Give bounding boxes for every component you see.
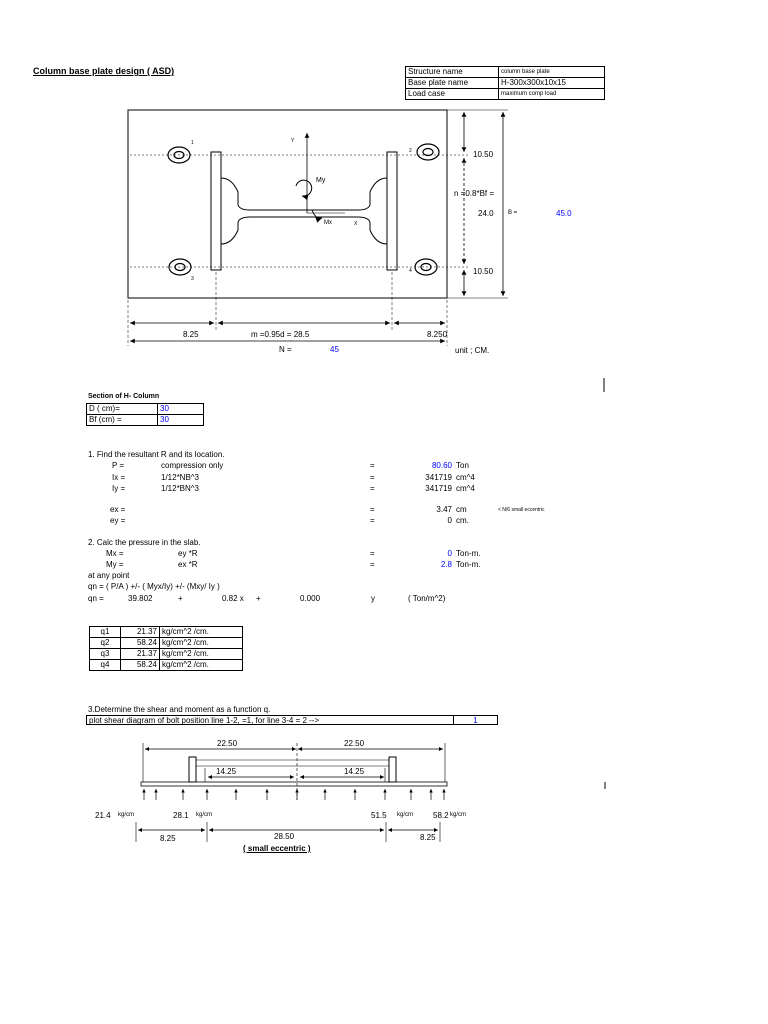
n-formula: n =0.8*Bf = [454, 189, 495, 198]
ix-value: 341719 [425, 473, 452, 482]
mx-calc-unit: Ton-m. [456, 549, 481, 558]
q-value: 58.24 [121, 660, 160, 671]
info-label: Structure name [406, 67, 499, 78]
qn-y-coef: 0.000 [300, 594, 321, 603]
mx-calc-label: Mx = [106, 549, 124, 558]
section-label: Bf (cm) = [87, 415, 158, 426]
shear-dim-left: 8.25 [160, 834, 176, 843]
p-unit: Ton [456, 461, 469, 470]
page-title: Column base plate design ( ASD) [33, 66, 175, 76]
n-total-label: N = [279, 345, 292, 354]
x-axis-label: X [354, 221, 358, 227]
q-unit: kg/cm^2 /cm. [160, 649, 243, 660]
at-point-label: at any point [88, 571, 130, 580]
q-name: q2 [90, 638, 121, 649]
diagram-flange-left [189, 757, 196, 782]
q-unit: kg/cm^2 /cm. [160, 638, 243, 649]
ix-expr: 1/12*NB^3 [161, 473, 199, 482]
p-label: P = [112, 461, 125, 470]
shear-dim-right: 8.25 [420, 833, 436, 842]
bolt-number: 2 [409, 148, 412, 154]
shear-caption: ( small eccentric ) [243, 844, 311, 853]
n-value: 24.0 [478, 209, 494, 218]
shear-top-left-dim: 22.50 [217, 739, 238, 748]
my-calc-value[interactable]: 2.8 [440, 560, 452, 569]
iy-label: Iy = [112, 484, 126, 493]
b-value[interactable]: 45.0 [556, 209, 572, 218]
n-total-value[interactable]: 45 [330, 345, 339, 354]
bolt-number: 1 [191, 140, 194, 146]
y-axis-label: Y [291, 138, 295, 144]
shear-top-right-dim: 22.50 [344, 739, 365, 748]
iy-eq: = [370, 484, 375, 493]
mx-calc-eq: = [370, 549, 375, 558]
q-c-value: 51.5 [371, 811, 387, 820]
section-value[interactable]: 30 [158, 415, 204, 426]
info-label: Load case [406, 89, 499, 100]
q-a-value: 21.4 [95, 811, 111, 820]
bolt-number: 3 [191, 276, 194, 282]
q-name: q4 [90, 660, 121, 671]
mx-calc-expr: ey *R [178, 549, 198, 558]
ey-eq: = [370, 516, 375, 525]
ey-unit: cm. [456, 516, 469, 525]
ey-label: ey = [110, 516, 126, 525]
instruction-text: plot shear diagram of bolt position line 1-2, =1, for line 3-4 = 2 --> [89, 716, 320, 725]
my-calc-eq: = [370, 560, 375, 569]
shear-dim-mid: 28.50 [274, 832, 295, 841]
step3-heading: 3.Determine the shear and moment as a function q. [88, 705, 271, 714]
edge-bottom-value: 10.50 [473, 267, 494, 276]
ex-unit: cm [456, 505, 467, 514]
info-value[interactable]: maximum comp load [499, 89, 605, 100]
ix-label: Ix = [112, 473, 126, 482]
section-label: D ( cm)= [87, 404, 158, 415]
m-formula: m =0.95d = 28.5 [251, 330, 310, 339]
q-c-unit: kg/cm [397, 812, 414, 818]
mx-calc-value[interactable]: 0 [447, 549, 452, 558]
q-unit: kg/cm^2 /cm. [160, 660, 243, 671]
q-value: 58.24 [121, 638, 160, 649]
qn-plus: + [256, 594, 261, 603]
my-label: My [316, 177, 326, 184]
q-unit: kg/cm^2 /cm. [160, 627, 243, 638]
line-option-input[interactable]: 1 [453, 715, 498, 725]
pressure-arrows [144, 789, 444, 800]
p-eq: = [370, 461, 375, 470]
diagram-flange-right [389, 757, 396, 782]
info-value[interactable]: column base plate [499, 67, 605, 78]
p-value[interactable]: 80.60 [431, 461, 452, 470]
iy-value: 341719 [425, 484, 452, 493]
q-name: q3 [90, 649, 121, 660]
qn-label: qn = [88, 594, 104, 603]
q-b-value: 28.1 [173, 811, 189, 820]
iy-unit: cm^4 [456, 484, 475, 493]
ex-label: ex = [110, 505, 126, 514]
mx-label: Mx [324, 220, 332, 226]
my-calc-expr: ex *R [178, 560, 198, 569]
q-name: q1 [90, 627, 121, 638]
qn-formula: qn = ( P/A ) +/- ( Myx/Iy) +/- (Mxy/ Iy ) [88, 582, 220, 591]
ex-eq: = [370, 505, 375, 514]
qn-const: 39.802 [128, 594, 153, 603]
p-expr: compression only [161, 461, 224, 470]
ix-eq: = [370, 473, 375, 482]
q-d-unit: kg/cm [450, 812, 467, 818]
info-value[interactable]: H-300x300x10x15 [499, 78, 605, 89]
shear-inner-left-dim: 14.25 [216, 767, 237, 776]
bolt-number: 4 [409, 268, 412, 274]
section-value[interactable]: 30 [158, 404, 204, 415]
edge-top-value: 10.50 [473, 150, 494, 159]
qn-x-term: 0.82 x [222, 594, 244, 603]
diagram-plate [141, 782, 447, 786]
ey-value: 0 [447, 516, 452, 525]
my-calc-unit: Ton-m. [456, 560, 481, 569]
ix-unit: cm^4 [456, 473, 475, 482]
qn-plus: + [178, 594, 183, 603]
q-d-value: 58.2 [433, 811, 449, 820]
step2-heading: 2. Calc the pressure in the slab. [88, 538, 201, 547]
unit-note: unit ; CM. [455, 346, 490, 355]
left-dist-value: 8.25 [183, 330, 199, 339]
step1-heading: 1. Find the resultant R and its location. [88, 450, 225, 459]
qn-unit: ( Ton/m^2) [408, 594, 446, 603]
shear-inner-right-dim: 14.25 [344, 767, 365, 776]
qn-y-var: y [371, 594, 375, 603]
q-a-unit: kg/cm [118, 812, 135, 818]
section-title: Section of H- Column [88, 393, 160, 400]
ex-note: < N/6 small eccentric [498, 507, 545, 513]
q-value: 21.37 [121, 649, 160, 660]
iy-expr: 1/12*BN^3 [161, 484, 199, 493]
b-label: B = [508, 210, 518, 216]
q-value: 21.37 [121, 627, 160, 638]
ex-value: 3.47 [436, 505, 452, 514]
right-dist-value: 8.250 [427, 330, 448, 339]
info-label: Base plate name [406, 78, 499, 89]
my-calc-label: My = [106, 560, 124, 569]
q-b-unit: kg/cm [196, 812, 213, 818]
